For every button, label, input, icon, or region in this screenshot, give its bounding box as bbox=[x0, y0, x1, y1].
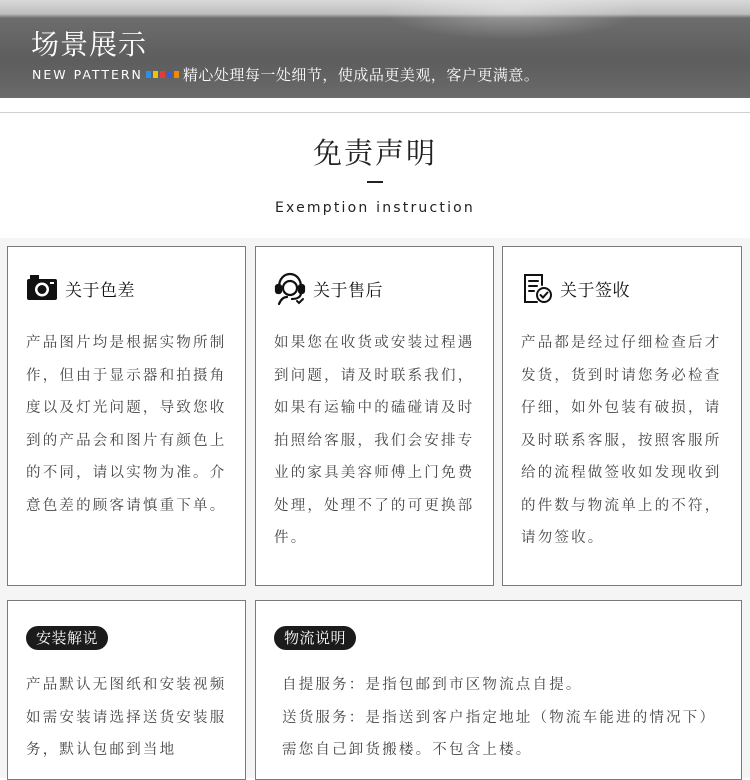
card-title: 关于签收 bbox=[560, 280, 630, 301]
card-text: 产品图片均是根据实物所制作，但由于显示器和拍摄角度以及灯光问题，导致您收到的产品会和图片有颜色上的不同，请以实物为准。介意色差的顾客请慎重下单。 bbox=[26, 335, 227, 514]
checklist-icon bbox=[520, 271, 554, 305]
color-dot bbox=[174, 71, 179, 78]
banner-subtitle-zh: 精心处理每一处细节，使成品更美观，客户更满意。 bbox=[182, 65, 540, 84]
title-dash bbox=[367, 181, 383, 183]
customer-service-icon bbox=[273, 271, 307, 305]
card-header bbox=[273, 271, 383, 305]
color-dots bbox=[146, 71, 179, 78]
logistics-badge: 物流说明 bbox=[274, 626, 356, 650]
card-title: 关于色差 bbox=[65, 280, 135, 301]
card-logistics bbox=[255, 600, 742, 780]
scene-banner bbox=[0, 0, 750, 98]
banner-highlight bbox=[380, 0, 640, 40]
card-sign-receipt bbox=[502, 246, 742, 586]
color-dot bbox=[146, 71, 151, 78]
card-title: 关于售后 bbox=[313, 280, 383, 301]
color-dot bbox=[167, 71, 172, 78]
card-text: 产品都是经过仔细检查后才发货，货到时请您务必检查仔细，如外包装有破损，请及时联系客服，按照客服所给的流程做签收如发现收到的件数与物流单上的不符，请勿签收。 bbox=[521, 335, 722, 546]
card-text: 如果您在收货或安装过程遇到问题，请及时联系我们，如果有运输中的磕碰请及时拍照给客服，我们会安排专业的家具美容师傅上门免费处理，处理不了的可更换部件。 bbox=[274, 335, 475, 546]
section-divider bbox=[0, 112, 750, 113]
color-dot bbox=[160, 71, 165, 78]
card-after-sales bbox=[255, 246, 494, 586]
banner-title: 场景展示 bbox=[31, 28, 148, 61]
camera-icon bbox=[25, 271, 59, 305]
logistics-line-delivery: 送货服务：是指送到客户指定地址（物流车能进的情况下）需您自己卸货搬楼。不包含上楼。 bbox=[282, 709, 717, 758]
install-badge: 安装解说 bbox=[26, 626, 108, 650]
section-subtitle: Exemption instruction bbox=[275, 200, 475, 216]
section-title: 免责声明 bbox=[312, 136, 437, 170]
color-dot bbox=[153, 71, 158, 78]
banner-subtitle bbox=[32, 64, 539, 84]
card-color-difference bbox=[7, 246, 246, 586]
banner-subtitle-en: NEW PATTERN bbox=[32, 66, 143, 82]
card-header bbox=[520, 271, 630, 305]
card-installation bbox=[7, 600, 246, 780]
card-text bbox=[282, 669, 722, 767]
card-text: 产品默认无图纸和安装视频如需安装请选择送货安装服务，默认包邮到当地 bbox=[26, 677, 227, 758]
card-header bbox=[25, 271, 135, 305]
logistics-line-pickup: 自提服务：是指包邮到市区物流点自提。 bbox=[282, 677, 583, 693]
